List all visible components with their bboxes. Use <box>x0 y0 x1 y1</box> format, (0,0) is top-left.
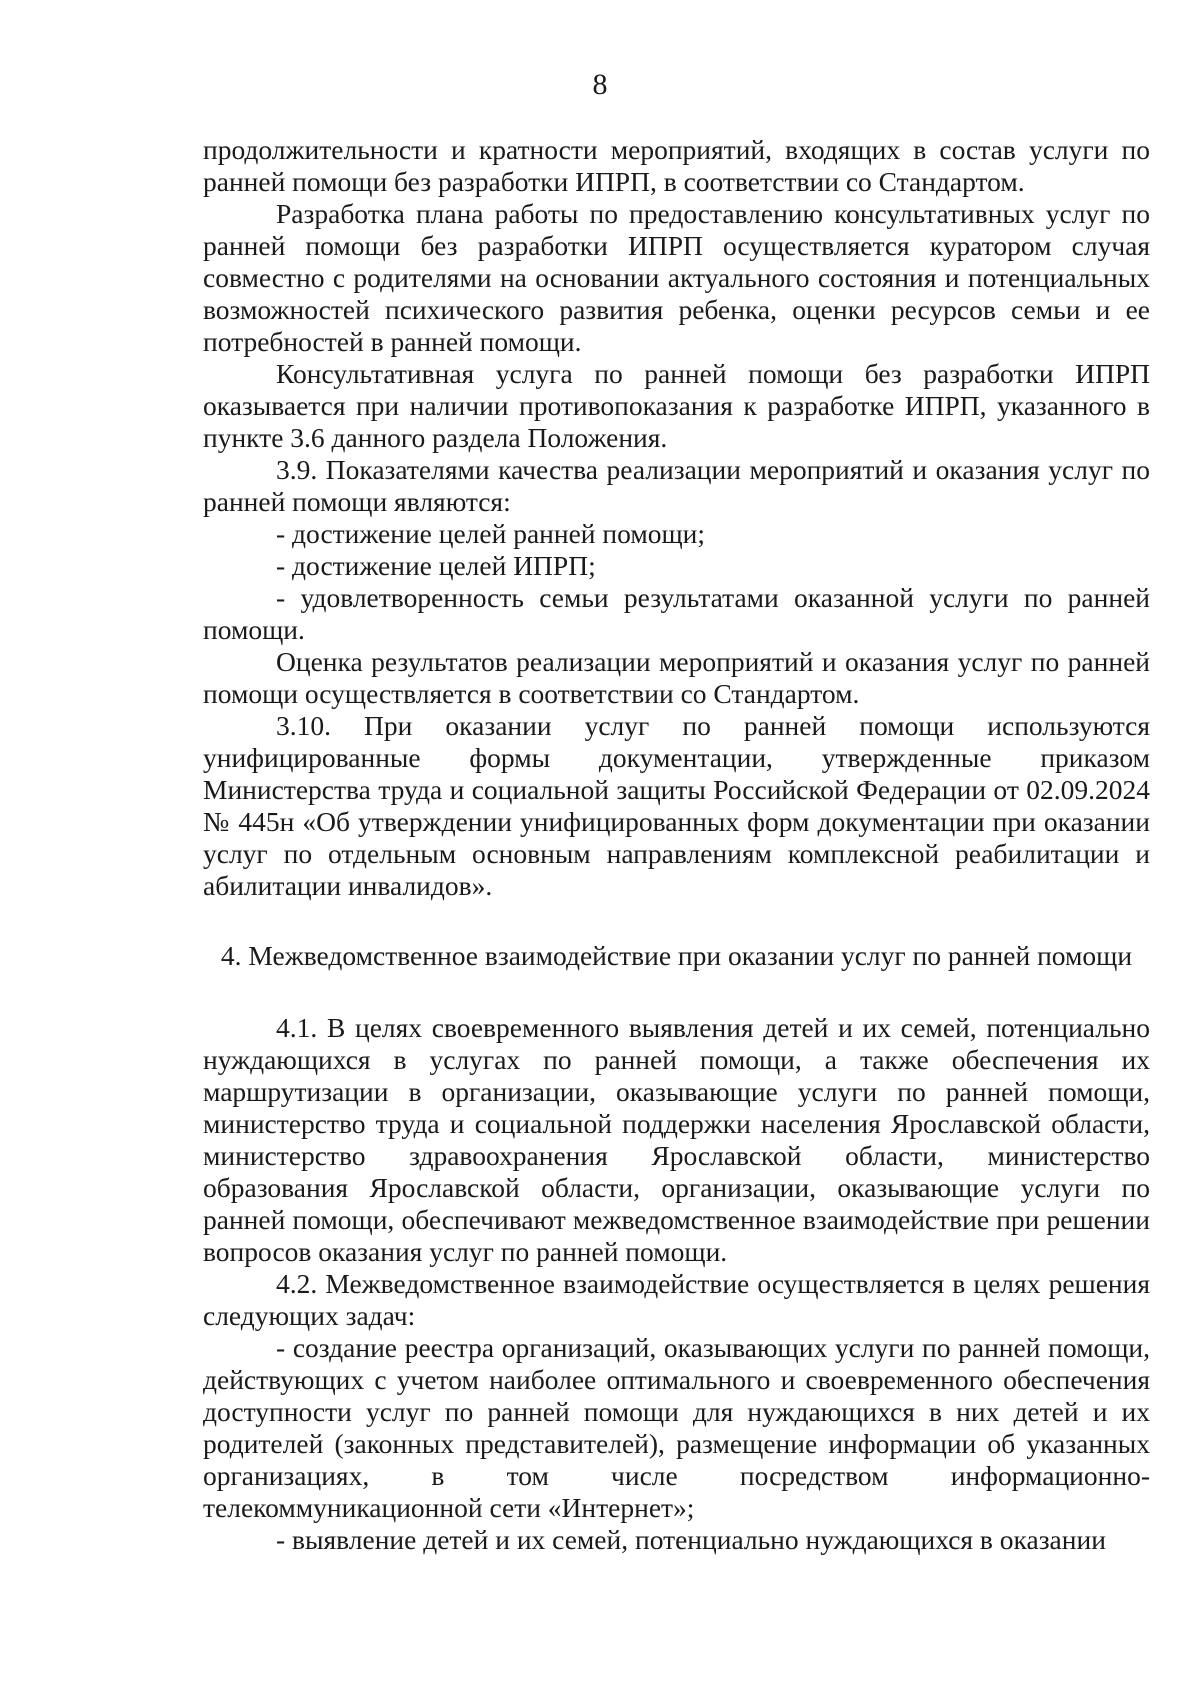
paragraph-4-1: 4.1. В целях своевременного выявления детей и их семей, потенциально нуждающихся в услугах по ранней помощи, а также обеспечения их маршрутизации в организации, оказывающие услуги по ранней помощи, министерство труда и социальной поддержки населения Ярославской области, министерство здравоохранения Ярославской области, министерство образования Ярославской области, организации, оказывающие услуги по ранней помощи, обеспечивают межведомственное взаимодействие при решении вопросов оказания услуг по ранней помощи. <box>203 1012 1150 1267</box>
section-heading: 4. Межведомственное взаимодействие при оказании услуг по ранней помощи <box>220 940 1133 971</box>
list-item: - создание реестра организаций, оказывающих услуги по ранней помощи, действующих с учетом наиболее оптимального и своевременного обеспечения доступности услуг по ранней помощи для нуждающихся в них детей и их родителей (законных представителей), размещение информации об указанных организациях, в том числе посредством информационно-телекоммуникационной сети «Интернет»; <box>203 1332 1150 1523</box>
paragraph-3-9: 3.9. Показателями качества реализации мероприятий и оказания услуг по ранней помощи являются: <box>203 454 1150 517</box>
paragraph-plan-development: Разработка плана работы по предоставлению консультативных услуг по ранней помощи без разработки ИПРП осуществляется куратором случая совместно с родителями на основании актуального состояния и потенциальных возможностей психического развития ребенка, оценки ресурсов семьи и ее потребностей в ранней помощи. <box>203 198 1150 357</box>
paragraph-4-2: 4.2. Межведомственное взаимодействие осуществляется в целях решения следующих задач: <box>203 1268 1150 1331</box>
page-number: 8 <box>592 68 608 101</box>
list-item: - достижение целей ранней помощи; <box>276 518 706 549</box>
list-item: - удовлетворенность семьи результатами оказанной услуги по ранней помощи. <box>203 582 1150 645</box>
list-item: - достижение целей ИПРП; <box>276 550 596 581</box>
document-body <box>203 134 1150 1556</box>
paragraph-consultative-service: Консультативная услуга по ранней помощи без разработки ИПРП оказывается при наличии противопоказания к разработке ИПРП, указанного в пункте 3.6 данного раздела Положения. <box>203 358 1150 453</box>
paragraph-continuation: продолжительности и кратности мероприятий, входящих в состав услуги по ранней помощи без разработки ИПРП, в соответствии со Стандартом. <box>203 134 1150 197</box>
list-item: - выявление детей и их семей, потенциально нуждающихся в оказании <box>276 1524 1106 1555</box>
paragraph-3-10: 3.10. При оказании услуг по ранней помощи используются унифицированные формы документации, утвержденные приказом Министерства труда и социальной защиты Российской Федерации от 02.09.2024 № 445н «Об утверждении унифицированных форм документации при оказании услуг по отдельным основным направлениям комплексной реабилитации и абилитации инвалидов». <box>203 710 1150 901</box>
paragraph-evaluation: Оценка результатов реализации мероприятий и оказания услуг по ранней помощи осуществляется в соответствии со Стандартом. <box>203 646 1150 709</box>
